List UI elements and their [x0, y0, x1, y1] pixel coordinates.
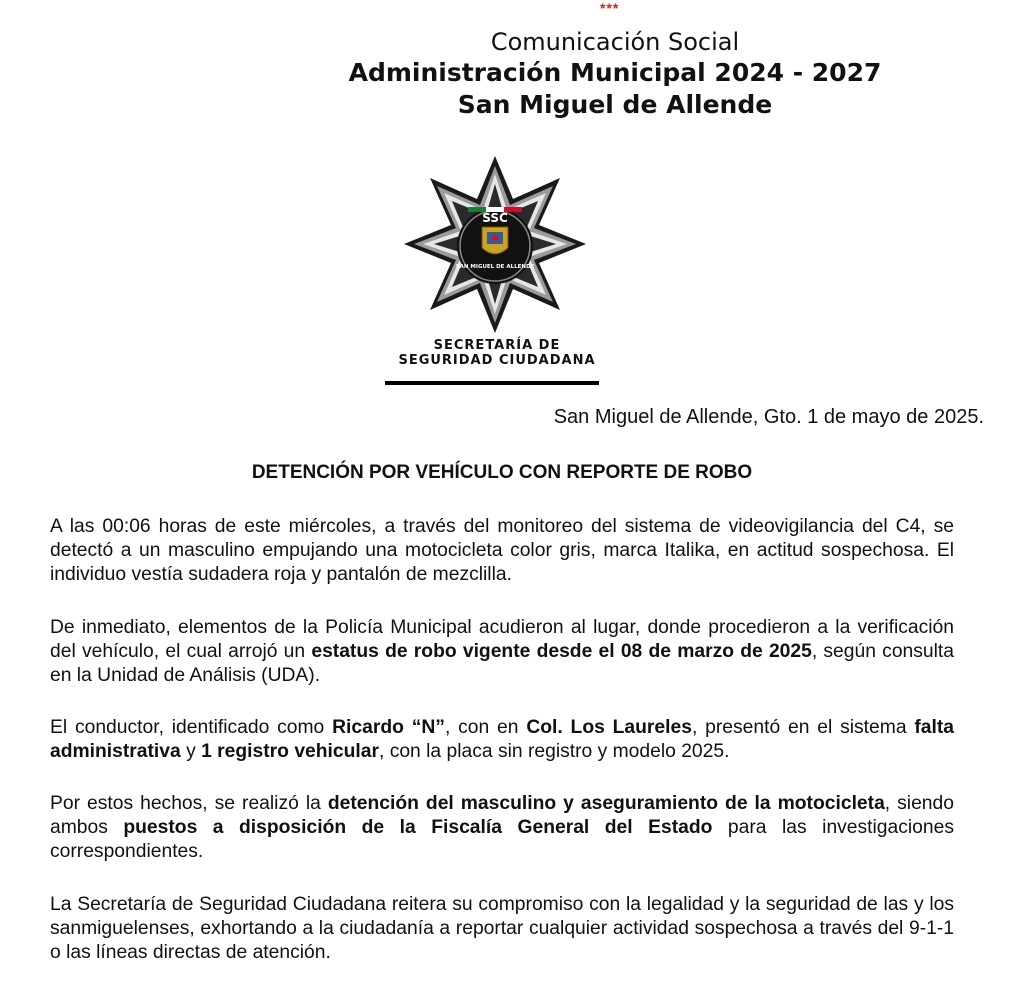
city-title: San Miguel de Allende: [457, 90, 773, 119]
detention-emphasis: detención del masculino y aseguramiento de la motocicleta: [327, 793, 885, 814]
badge-ssc-text: SSC: [482, 211, 508, 225]
date-line: San Miguel de Allende, Gto. 1 de mayo de 2025.: [553, 406, 984, 428]
divider-rule: [385, 381, 599, 385]
paragraph-3: El conductor, identificado como Ricardo “N”, con en Col. Los Laureles, presentó en el sistema falta administrativa y 1 registro vehicular, con la placa sin registro y modelo 2025.: [50, 717, 955, 762]
paragraph-2: De inmediato, elementos de la Policía Municipal acudieron al lugar, donde procedieron a la verificación del vehículo, el cual arrojó un estatus de robo vigente desde el 08 de marzo de 2025, según consulta en la Unidad de Análisis (UDA).: [50, 617, 954, 686]
admin-fault-emphasis: falta administrativa: [50, 717, 955, 762]
press-release-title: DETENCIÓN POR VEHÍCULO CON REPORTE DE ROBO: [251, 462, 753, 483]
robbery-status-emphasis: estatus de robo vigente desde el 08 de marzo de 2025: [311, 641, 812, 662]
prosecutor-emphasis: puestos a disposición de la Fiscalía General del Estado: [123, 817, 713, 838]
department-title: Comunicación Social: [490, 28, 740, 56]
administration-title: Administración Municipal 2024 - 2027: [348, 58, 882, 87]
org-name-line2: SEGURIDAD CIUDADANA: [398, 353, 596, 368]
org-name-line1: SECRETARÍA DE: [433, 338, 561, 353]
seal-text: SAN MIGUEL DE ALLENDE: [455, 264, 535, 270]
paragraph-5: La Secretaría de Seguridad Ciudadana reitera su compromiso con la legalidad y la seguridad de las y los sanmiguelenses, exhortando a la ciudadanía a reportar cualquier actividad sospechosa a través del 9-1-1 o las líneas directas de atención.: [50, 894, 954, 963]
vehicle-record-emphasis: 1 registro vehicular: [201, 741, 379, 762]
paragraph-4: Por estos hechos, se realizó la detención del masculino y aseguramiento de la motocicleta, siendo ambos puestos a disposición de la Fiscalía General del Estado para las investigaciones correspondientes.: [50, 793, 954, 862]
paragraph-1: A las 00:06 horas de este miércoles, a través del monitoreo del sistema de videovigilancia del C4, se detectó a un masculino empujando una motocicleta color gris, marca Italika, en actitud sospechosa. El individuo vestía sudadera roja y pantalón de mezclilla.: [50, 516, 954, 585]
colony-emphasis: Col. Los Laureles: [526, 717, 692, 738]
header-stars: ***: [600, 0, 620, 16]
police-star-logo: [400, 152, 590, 337]
suspect-name-emphasis: Ricardo “N”: [332, 717, 445, 738]
